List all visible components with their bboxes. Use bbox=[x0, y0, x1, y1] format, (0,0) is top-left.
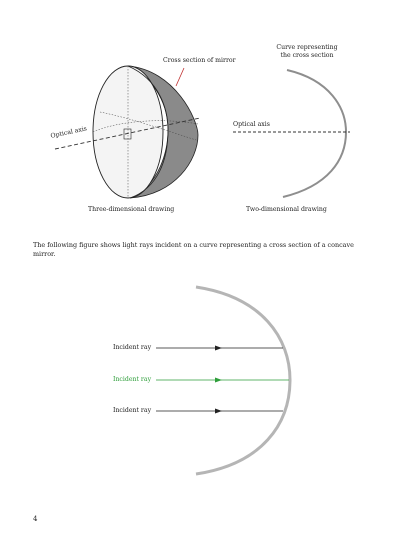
body-paragraph: The following figure shows light rays incident on a curve representing a cross section of a concave mirror. bbox=[33, 241, 354, 258]
caption-2d: Two-dimensional drawing bbox=[246, 206, 327, 213]
cross-section-label: Cross section of mirror bbox=[163, 57, 236, 64]
mirror-curve-2d bbox=[283, 70, 346, 197]
optical-axis-left-label: Optical axis bbox=[50, 125, 88, 140]
curve-label-line1: Curve representing bbox=[276, 44, 338, 51]
concave-mirror-curve bbox=[196, 287, 290, 474]
curve-label-line2: the cross section bbox=[280, 52, 334, 59]
incident-ray-1-label: Incident ray bbox=[113, 344, 152, 351]
page-number: 4 bbox=[33, 515, 38, 523]
incident-ray-3-label: Incident ray bbox=[113, 407, 152, 414]
optical-axis-right-label: Optical axis bbox=[233, 121, 270, 128]
incident-ray-2-arrowhead bbox=[215, 378, 222, 383]
incident-ray-1-arrowhead bbox=[215, 346, 222, 351]
cross-section-pointer bbox=[176, 68, 184, 86]
incident-ray-2-label: Incident ray bbox=[113, 376, 152, 383]
incident-ray-3-arrowhead bbox=[215, 409, 222, 414]
caption-3d: Three-dimensional drawing bbox=[88, 206, 175, 213]
